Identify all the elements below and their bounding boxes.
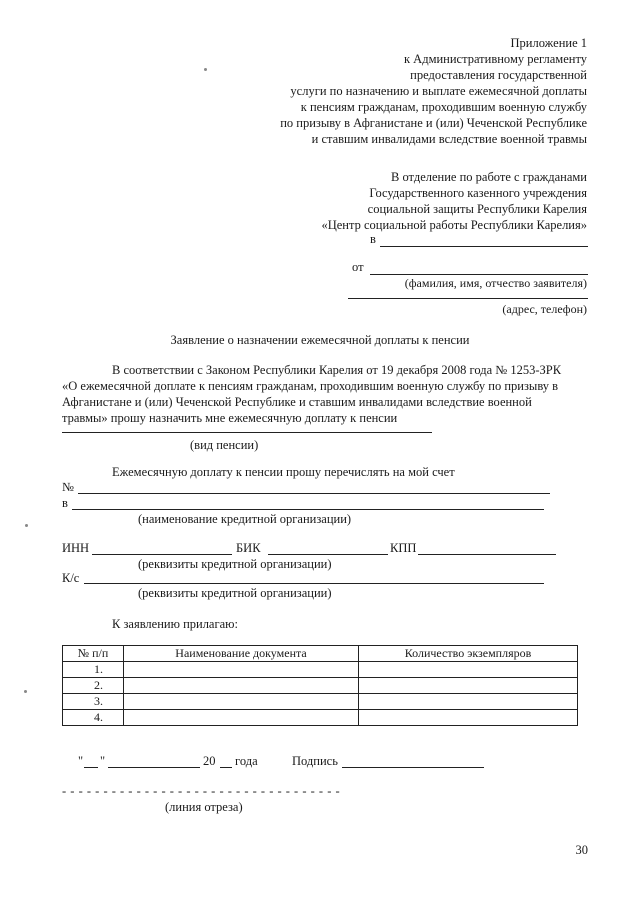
document-name-cell[interactable] xyxy=(124,662,359,678)
statement-line-4: травмы» прошу назначить мне ежемесячную доплату к пенсии xyxy=(62,411,398,425)
addressee-in-label: в xyxy=(370,232,376,246)
ks-field[interactable] xyxy=(84,583,544,584)
document-title: Заявление о назначении ежемесячной доплаты к пенсии xyxy=(170,333,470,347)
document-quantity-cell[interactable] xyxy=(359,710,578,726)
applicant-name-hint: (фамилия, имя, отчество заявителя) xyxy=(404,276,587,290)
document-quantity-cell[interactable] xyxy=(359,694,578,710)
document-name-cell[interactable] xyxy=(124,694,359,710)
addressee-in-field[interactable] xyxy=(380,246,588,247)
header-line-7: и ставшим инвалидами вследствие военной травмы xyxy=(311,132,587,146)
bank-name-field[interactable] xyxy=(72,509,544,510)
scan-speck xyxy=(25,524,28,527)
date-quote-open: " xyxy=(78,754,84,768)
day-field[interactable] xyxy=(84,767,98,768)
inn-field[interactable] xyxy=(92,554,232,555)
pension-type-hint: (вид пенсии) xyxy=(190,438,259,452)
applicant-name-field[interactable] xyxy=(370,274,588,275)
account-number-label: № xyxy=(62,480,74,494)
table-row xyxy=(63,678,578,694)
document-quantity-cell[interactable] xyxy=(359,678,578,694)
account-number-field[interactable] xyxy=(78,493,550,494)
row-number: 3. xyxy=(63,694,124,710)
bank-name-hint: (наименование кредитной организации) xyxy=(138,512,352,526)
month-field[interactable] xyxy=(108,767,200,768)
from-label: от xyxy=(352,260,364,274)
column-header-quantity: Количество экземпляров xyxy=(359,646,578,662)
header-line-6: по призыву в Афганистане и (или) Чеченской Республике xyxy=(280,116,587,130)
bank-requisites-hint-1: (реквизиты кредитной организации) xyxy=(138,557,332,571)
addressee-line-3: социальной защиты Республики Карелия xyxy=(367,202,587,216)
scan-speck xyxy=(204,68,207,71)
attachments-intro: К заявлению прилагаю: xyxy=(112,617,238,631)
addressee-line-4: «Центр социальной работы Республики Карелия» xyxy=(321,218,587,232)
statement-line-2: «О ежемесячной доплате к пенсиям гражданам, проходившим военную службу по призыву в xyxy=(62,379,559,393)
header-line-2: к Административному регламенту xyxy=(403,52,587,66)
table-row xyxy=(63,694,578,710)
year-suffix: года xyxy=(235,754,258,768)
statement-line-3: Афганистане и (или) Чеченской Республике и ставшим инвалидами вследствие военной xyxy=(62,395,532,409)
column-header-number: № п/п xyxy=(63,646,124,662)
table-row xyxy=(63,710,578,726)
applicant-address-hint: (адрес, телефон) xyxy=(502,302,587,316)
addressee-line-2: Государственного казенного учреждения xyxy=(369,186,587,200)
document-quantity-cell[interactable] xyxy=(359,662,578,678)
bank-requisites-hint-2: (реквизиты кредитной организации) xyxy=(138,586,332,600)
row-number: 1. xyxy=(63,662,124,678)
bik-label: БИК xyxy=(236,541,261,555)
table-header-row xyxy=(63,646,578,662)
row-number: 2. xyxy=(63,678,124,694)
cut-line: - - - - - - - - - - - - - - - - - - - - - - - - - - - - - - - - - - xyxy=(62,784,341,798)
row-number: 4. xyxy=(63,710,124,726)
scan-speck xyxy=(24,690,27,693)
year-prefix: 20 xyxy=(203,754,216,768)
column-header-document: Наименование документа xyxy=(124,646,359,662)
page-number: 30 xyxy=(575,843,588,857)
bik-field[interactable] xyxy=(268,554,388,555)
pension-type-field[interactable] xyxy=(62,432,432,433)
date-quote-close: " xyxy=(100,754,106,768)
header-line-5: к пенсиям гражданам, проходившим военную службу xyxy=(300,100,587,114)
attachments-table xyxy=(62,645,578,726)
addressee-line-1: В отделение по работе с гражданами xyxy=(390,170,587,184)
table-row xyxy=(63,662,578,678)
kpp-field[interactable] xyxy=(418,554,556,555)
header-line-4: услуги по назначению и выплате ежемесячной доплаты xyxy=(290,84,587,98)
kpp-label: КПП xyxy=(390,541,417,555)
year-field[interactable] xyxy=(220,767,232,768)
header-line-1: Приложение 1 xyxy=(510,36,587,50)
document-name-cell[interactable] xyxy=(124,678,359,694)
header-line-3: предоставления государственной xyxy=(410,68,587,82)
signature-field[interactable] xyxy=(342,767,484,768)
bank-in-label: в xyxy=(62,496,68,510)
signature-label: Подпись xyxy=(292,754,338,768)
statement-line-1: В соответствии с Законом Республики Карелия от 19 декабря 2008 года № 1253-ЗРК xyxy=(112,363,562,377)
ks-label: К/с xyxy=(62,571,80,585)
account-intro: Ежемесячную доплату к пенсии прошу перечислять на мой счет xyxy=(112,465,455,479)
cut-line-hint: (линия отреза) xyxy=(165,800,243,814)
applicant-address-field[interactable] xyxy=(348,298,588,299)
document-name-cell[interactable] xyxy=(124,710,359,726)
inn-label: ИНН xyxy=(62,541,90,555)
